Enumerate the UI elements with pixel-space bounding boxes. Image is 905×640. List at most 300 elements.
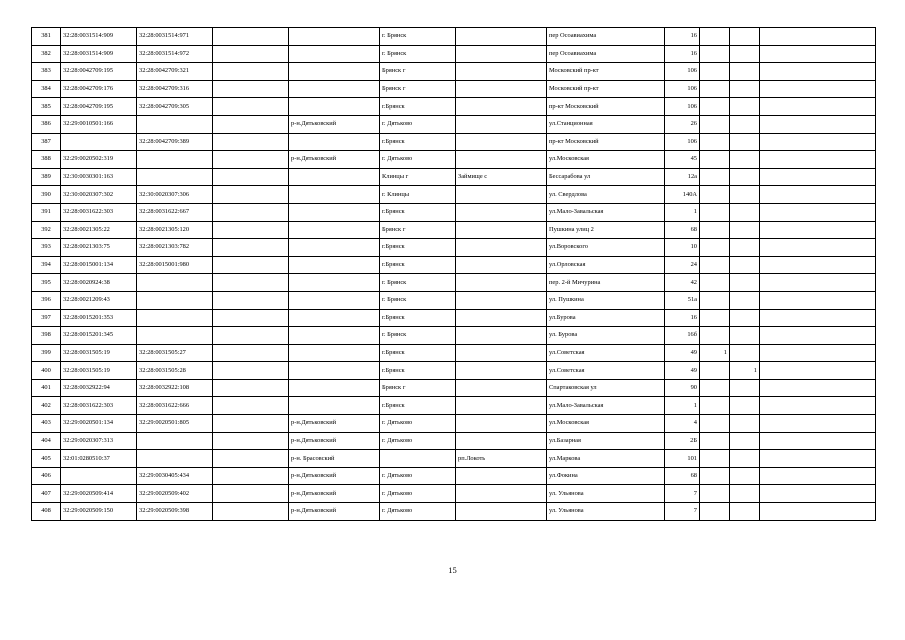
flag-cell (700, 221, 730, 239)
row-number-cell: 404 (32, 432, 61, 450)
note-cell (760, 397, 876, 415)
row-number-cell: 381 (32, 28, 61, 46)
flag-cell (700, 28, 730, 46)
flag-cell (730, 344, 760, 362)
note-cell (760, 45, 876, 63)
extra-cell (213, 80, 289, 98)
city-cell: г. Дятьково (380, 151, 456, 169)
city-cell (380, 450, 456, 468)
house-number-cell: 68 (665, 467, 700, 485)
city-cell: г.Брянск (380, 239, 456, 257)
house-number-cell: 106 (665, 133, 700, 151)
cadastral-number-cell: 32:28:0021305:22 (61, 221, 137, 239)
flag-cell (700, 133, 730, 151)
city-cell: Брянск г (380, 63, 456, 81)
house-number-cell: 49 (665, 344, 700, 362)
street-cell: ул.Советская (547, 362, 665, 380)
locality-cell: Займище с (456, 168, 547, 186)
row-number-cell: 401 (32, 379, 61, 397)
flag-cell (730, 274, 760, 292)
district-cell (289, 186, 380, 204)
street-cell: пер Осоавиахима (547, 45, 665, 63)
flag-cell (730, 309, 760, 327)
table-row (32, 397, 876, 415)
note-cell (760, 186, 876, 204)
object-cadastral-number-cell: 32:28:0042709:389 (137, 133, 213, 151)
note-cell (760, 80, 876, 98)
flag-cell (730, 467, 760, 485)
note-cell (760, 415, 876, 433)
note-cell (760, 274, 876, 292)
locality-cell (456, 28, 547, 46)
locality-cell (456, 115, 547, 133)
object-cadastral-number-cell: 32:29:0030405:434 (137, 467, 213, 485)
city-cell: г.Брянск (380, 256, 456, 274)
street-cell: пр-кт Московский (547, 98, 665, 116)
table-row (32, 327, 876, 345)
cadastral-number-cell: 32:28:0031505:19 (61, 362, 137, 380)
cadastral-number-cell: 32:30:0030301:163 (61, 168, 137, 186)
row-number-cell: 397 (32, 309, 61, 327)
cadastral-number-cell (61, 467, 137, 485)
cadastral-number-cell: 32:28:0021303:75 (61, 239, 137, 257)
cadastral-number-cell: 32:28:0015201:345 (61, 327, 137, 345)
cadastral-number-cell: 32:28:0015201:353 (61, 309, 137, 327)
extra-cell (213, 309, 289, 327)
flag-cell (700, 485, 730, 503)
locality-cell (456, 309, 547, 327)
locality-cell: рп.Локоть (456, 450, 547, 468)
extra-cell (213, 344, 289, 362)
extra-cell (213, 432, 289, 450)
cadastral-number-cell: 32:28:0021209:43 (61, 291, 137, 309)
flag-cell (700, 256, 730, 274)
extra-cell (213, 203, 289, 221)
object-cadastral-number-cell (137, 291, 213, 309)
city-cell: г. Дятьково (380, 432, 456, 450)
flag-cell (700, 503, 730, 521)
object-cadastral-number-cell: 32:28:0031505:28 (137, 362, 213, 380)
registry-sheet (31, 27, 875, 521)
city-cell: Клинцы г (380, 168, 456, 186)
flag-cell (730, 115, 760, 133)
locality-cell (456, 415, 547, 433)
house-number-cell: 42 (665, 274, 700, 292)
city-cell: г. Дятьково (380, 467, 456, 485)
flag-cell (700, 203, 730, 221)
locality-cell (456, 379, 547, 397)
note-cell (760, 432, 876, 450)
flag-cell (730, 98, 760, 116)
extra-cell (213, 151, 289, 169)
table-row (32, 186, 876, 204)
cadastral-number-cell: 32:01:0280510:37 (61, 450, 137, 468)
district-cell: р-н.Дятьковский (289, 415, 380, 433)
cadastral-number-cell: 32:28:0031514:909 (61, 45, 137, 63)
city-cell: г.Брянск (380, 362, 456, 380)
district-cell (289, 239, 380, 257)
street-cell: Спартаковская ул (547, 379, 665, 397)
street-cell: ул.Мало-Завальская (547, 203, 665, 221)
note-cell (760, 379, 876, 397)
city-cell: г. Дятьково (380, 503, 456, 521)
house-number-cell: 140А (665, 186, 700, 204)
row-number-cell: 407 (32, 485, 61, 503)
row-number-cell: 391 (32, 203, 61, 221)
locality-cell (456, 467, 547, 485)
note-cell (760, 28, 876, 46)
extra-cell (213, 45, 289, 63)
city-cell: г.Брянск (380, 98, 456, 116)
row-number-cell: 382 (32, 45, 61, 63)
extra-cell (213, 450, 289, 468)
street-cell: ул.Фокина (547, 467, 665, 485)
table-row (32, 63, 876, 81)
street-cell: ул. Бурова (547, 327, 665, 345)
street-cell: ул.Маркова (547, 450, 665, 468)
extra-cell (213, 291, 289, 309)
row-number-cell: 398 (32, 327, 61, 345)
extra-cell (213, 327, 289, 345)
note-cell (760, 291, 876, 309)
table-row (32, 415, 876, 433)
note-cell (760, 450, 876, 468)
extra-cell (213, 63, 289, 81)
extra-cell (213, 415, 289, 433)
object-cadastral-number-cell: 32:28:0031505:27 (137, 344, 213, 362)
cadastral-number-cell: 32:28:0015001:134 (61, 256, 137, 274)
house-number-cell: 1 (665, 397, 700, 415)
cadastral-number-cell: 32:28:0031622:303 (61, 397, 137, 415)
district-cell: р-н. Брасовский (289, 450, 380, 468)
street-cell: ул.Базарная (547, 432, 665, 450)
table-row (32, 309, 876, 327)
extra-cell (213, 362, 289, 380)
locality-cell (456, 327, 547, 345)
locality-cell (456, 503, 547, 521)
flag-cell (700, 115, 730, 133)
house-number-cell: 101 (665, 450, 700, 468)
house-number-cell: 16б (665, 327, 700, 345)
note-cell (760, 503, 876, 521)
flag-cell (730, 186, 760, 204)
locality-cell (456, 151, 547, 169)
street-cell: ул. Ульянова (547, 485, 665, 503)
object-cadastral-number-cell: 32:28:0031622:667 (137, 203, 213, 221)
district-cell (289, 327, 380, 345)
district-cell (289, 28, 380, 46)
house-number-cell: 12а (665, 168, 700, 186)
cadastral-number-cell: 32:28:0042709:195 (61, 63, 137, 81)
house-number-cell: 7 (665, 485, 700, 503)
district-cell (289, 168, 380, 186)
house-number-cell: 1 (665, 203, 700, 221)
cadastral-number-cell: 32:30:0020307:302 (61, 186, 137, 204)
flag-cell (700, 379, 730, 397)
flag-cell (730, 80, 760, 98)
city-cell: г. Брянск (380, 327, 456, 345)
house-number-cell: 51а (665, 291, 700, 309)
city-cell: г.Брянск (380, 133, 456, 151)
locality-cell (456, 432, 547, 450)
house-number-cell: 4 (665, 415, 700, 433)
row-number-cell: 406 (32, 467, 61, 485)
extra-cell (213, 115, 289, 133)
table-row (32, 151, 876, 169)
district-cell (289, 362, 380, 380)
house-number-cell: 2Б (665, 432, 700, 450)
row-number-cell: 387 (32, 133, 61, 151)
note-cell (760, 98, 876, 116)
city-cell: г. Дятьково (380, 485, 456, 503)
object-cadastral-number-cell: 32:28:0021305:120 (137, 221, 213, 239)
registry-table-body (32, 28, 876, 521)
flag-cell (730, 415, 760, 433)
district-cell (289, 379, 380, 397)
note-cell (760, 256, 876, 274)
object-cadastral-number-cell: 32:28:0031514:972 (137, 45, 213, 63)
row-number-cell: 389 (32, 168, 61, 186)
locality-cell (456, 485, 547, 503)
locality-cell (456, 80, 547, 98)
cadastral-number-cell: 32:28:0020924:38 (61, 274, 137, 292)
table-row (32, 115, 876, 133)
extra-cell (213, 467, 289, 485)
object-cadastral-number-cell: 32:29:0020509:398 (137, 503, 213, 521)
street-cell: пер. 2-й Мичурина (547, 274, 665, 292)
note-cell (760, 327, 876, 345)
table-row (32, 467, 876, 485)
house-number-cell: 90 (665, 379, 700, 397)
note-cell (760, 133, 876, 151)
object-cadastral-number-cell: 32:28:0042709:316 (137, 80, 213, 98)
object-cadastral-number-cell: 32:28:0021303:782 (137, 239, 213, 257)
extra-cell (213, 168, 289, 186)
district-cell (289, 45, 380, 63)
flag-cell (730, 203, 760, 221)
row-number-cell: 386 (32, 115, 61, 133)
flag-cell (730, 485, 760, 503)
object-cadastral-number-cell (137, 309, 213, 327)
locality-cell (456, 397, 547, 415)
flag-cell (700, 80, 730, 98)
street-cell: ул.Советская (547, 344, 665, 362)
extra-cell (213, 28, 289, 46)
row-number-cell: 408 (32, 503, 61, 521)
row-number-cell: 393 (32, 239, 61, 257)
street-cell: Московский пр-кт (547, 80, 665, 98)
note-cell (760, 63, 876, 81)
row-number-cell: 402 (32, 397, 61, 415)
locality-cell (456, 63, 547, 81)
district-cell (289, 221, 380, 239)
row-number-cell: 392 (32, 221, 61, 239)
flag-cell (700, 397, 730, 415)
street-cell: ул. Пушкина (547, 291, 665, 309)
district-cell (289, 63, 380, 81)
city-cell: г.Брянск (380, 344, 456, 362)
flag-cell (730, 63, 760, 81)
table-row (32, 45, 876, 63)
city-cell: Брянск г (380, 379, 456, 397)
table-row (32, 221, 876, 239)
locality-cell (456, 291, 547, 309)
note-cell (760, 309, 876, 327)
object-cadastral-number-cell: 32:29:0020501:805 (137, 415, 213, 433)
cadastral-number-cell: 32:29:0020502:319 (61, 151, 137, 169)
extra-cell (213, 256, 289, 274)
district-cell: р-н.Дятьковский (289, 503, 380, 521)
district-cell: р-н.Дятьковский (289, 467, 380, 485)
street-cell: ул.Орловская (547, 256, 665, 274)
row-number-cell: 384 (32, 80, 61, 98)
cadastral-number-cell: 32:29:0020509:414 (61, 485, 137, 503)
flag-cell (730, 151, 760, 169)
table-row (32, 256, 876, 274)
object-cadastral-number-cell (137, 151, 213, 169)
registry-table (31, 27, 876, 521)
flag-cell (700, 98, 730, 116)
city-cell: г. Дятьково (380, 415, 456, 433)
district-cell: р-н.Дятьковский (289, 115, 380, 133)
street-cell: ул.Воровского (547, 239, 665, 257)
street-cell: пер Осоавиахима (547, 28, 665, 46)
house-number-cell: 106 (665, 63, 700, 81)
object-cadastral-number-cell (137, 274, 213, 292)
street-cell: ул.Московская (547, 151, 665, 169)
flag-cell (730, 168, 760, 186)
locality-cell (456, 274, 547, 292)
street-cell: пр-кт Московский (547, 133, 665, 151)
note-cell (760, 168, 876, 186)
table-row (32, 80, 876, 98)
locality-cell (456, 221, 547, 239)
flag-cell (700, 45, 730, 63)
flag-cell (730, 327, 760, 345)
flag-cell (730, 291, 760, 309)
locality-cell (456, 133, 547, 151)
note-cell (760, 221, 876, 239)
house-number-cell: 16 (665, 28, 700, 46)
street-cell: ул.Мало-Завальская (547, 397, 665, 415)
district-cell (289, 274, 380, 292)
flag-cell (730, 221, 760, 239)
note-cell (760, 344, 876, 362)
locality-cell (456, 186, 547, 204)
note-cell (760, 362, 876, 380)
cadastral-number-cell: 32:28:0032922:94 (61, 379, 137, 397)
flag-cell (730, 28, 760, 46)
page-number: 15 (448, 565, 457, 575)
extra-cell (213, 133, 289, 151)
extra-cell (213, 274, 289, 292)
district-cell: р-н.Дятьковский (289, 432, 380, 450)
extra-cell (213, 221, 289, 239)
flag-cell: 1 (730, 362, 760, 380)
city-cell: Брянск г (380, 221, 456, 239)
house-number-cell: 49 (665, 362, 700, 380)
flag-cell (700, 291, 730, 309)
district-cell: р-н.Дятьковский (289, 485, 380, 503)
house-number-cell: 10 (665, 239, 700, 257)
note-cell (760, 203, 876, 221)
flag-cell (700, 450, 730, 468)
cadastral-number-cell: 32:28:0042709:176 (61, 80, 137, 98)
street-cell: Московский пр-кт (547, 63, 665, 81)
row-number-cell: 395 (32, 274, 61, 292)
street-cell: ул.Бурова (547, 309, 665, 327)
district-cell (289, 80, 380, 98)
locality-cell (456, 98, 547, 116)
extra-cell (213, 186, 289, 204)
flag-cell (700, 362, 730, 380)
row-number-cell: 390 (32, 186, 61, 204)
table-row (32, 379, 876, 397)
table-row (32, 203, 876, 221)
flag-cell (700, 151, 730, 169)
table-row (32, 133, 876, 151)
row-number-cell: 383 (32, 63, 61, 81)
street-cell: Бессарабова ул (547, 168, 665, 186)
city-cell: г. Брянск (380, 45, 456, 63)
cadastral-number-cell: 32:28:0031514:909 (61, 28, 137, 46)
row-number-cell: 399 (32, 344, 61, 362)
table-row (32, 344, 876, 362)
district-cell (289, 98, 380, 116)
flag-cell (730, 133, 760, 151)
flag-cell: 1 (700, 344, 730, 362)
street-cell: ул. Свердлова (547, 186, 665, 204)
table-row (32, 28, 876, 46)
city-cell: г. Клинцы (380, 186, 456, 204)
cadastral-number-cell (61, 133, 137, 151)
locality-cell (456, 362, 547, 380)
note-cell (760, 115, 876, 133)
row-number-cell: 400 (32, 362, 61, 380)
flag-cell (700, 63, 730, 81)
house-number-cell: 45 (665, 151, 700, 169)
flag-cell (730, 256, 760, 274)
city-cell: г.Брянск (380, 397, 456, 415)
object-cadastral-number-cell (137, 115, 213, 133)
house-number-cell: 24 (665, 256, 700, 274)
flag-cell (730, 45, 760, 63)
city-cell: г. Брянск (380, 291, 456, 309)
city-cell: г. Дятьково (380, 115, 456, 133)
district-cell (289, 397, 380, 415)
locality-cell (456, 45, 547, 63)
district-cell (289, 291, 380, 309)
district-cell (289, 133, 380, 151)
cadastral-number-cell: 32:28:0042709:195 (61, 98, 137, 116)
flag-cell (700, 432, 730, 450)
extra-cell (213, 503, 289, 521)
row-number-cell: 405 (32, 450, 61, 468)
flag-cell (700, 327, 730, 345)
note-cell (760, 151, 876, 169)
extra-cell (213, 379, 289, 397)
table-row (32, 432, 876, 450)
flag-cell (700, 168, 730, 186)
table-row (32, 450, 876, 468)
house-number-cell: 7 (665, 503, 700, 521)
flag-cell (730, 503, 760, 521)
table-row (32, 168, 876, 186)
city-cell: г.Брянск (380, 203, 456, 221)
extra-cell (213, 485, 289, 503)
house-number-cell: 106 (665, 98, 700, 116)
district-cell (289, 309, 380, 327)
